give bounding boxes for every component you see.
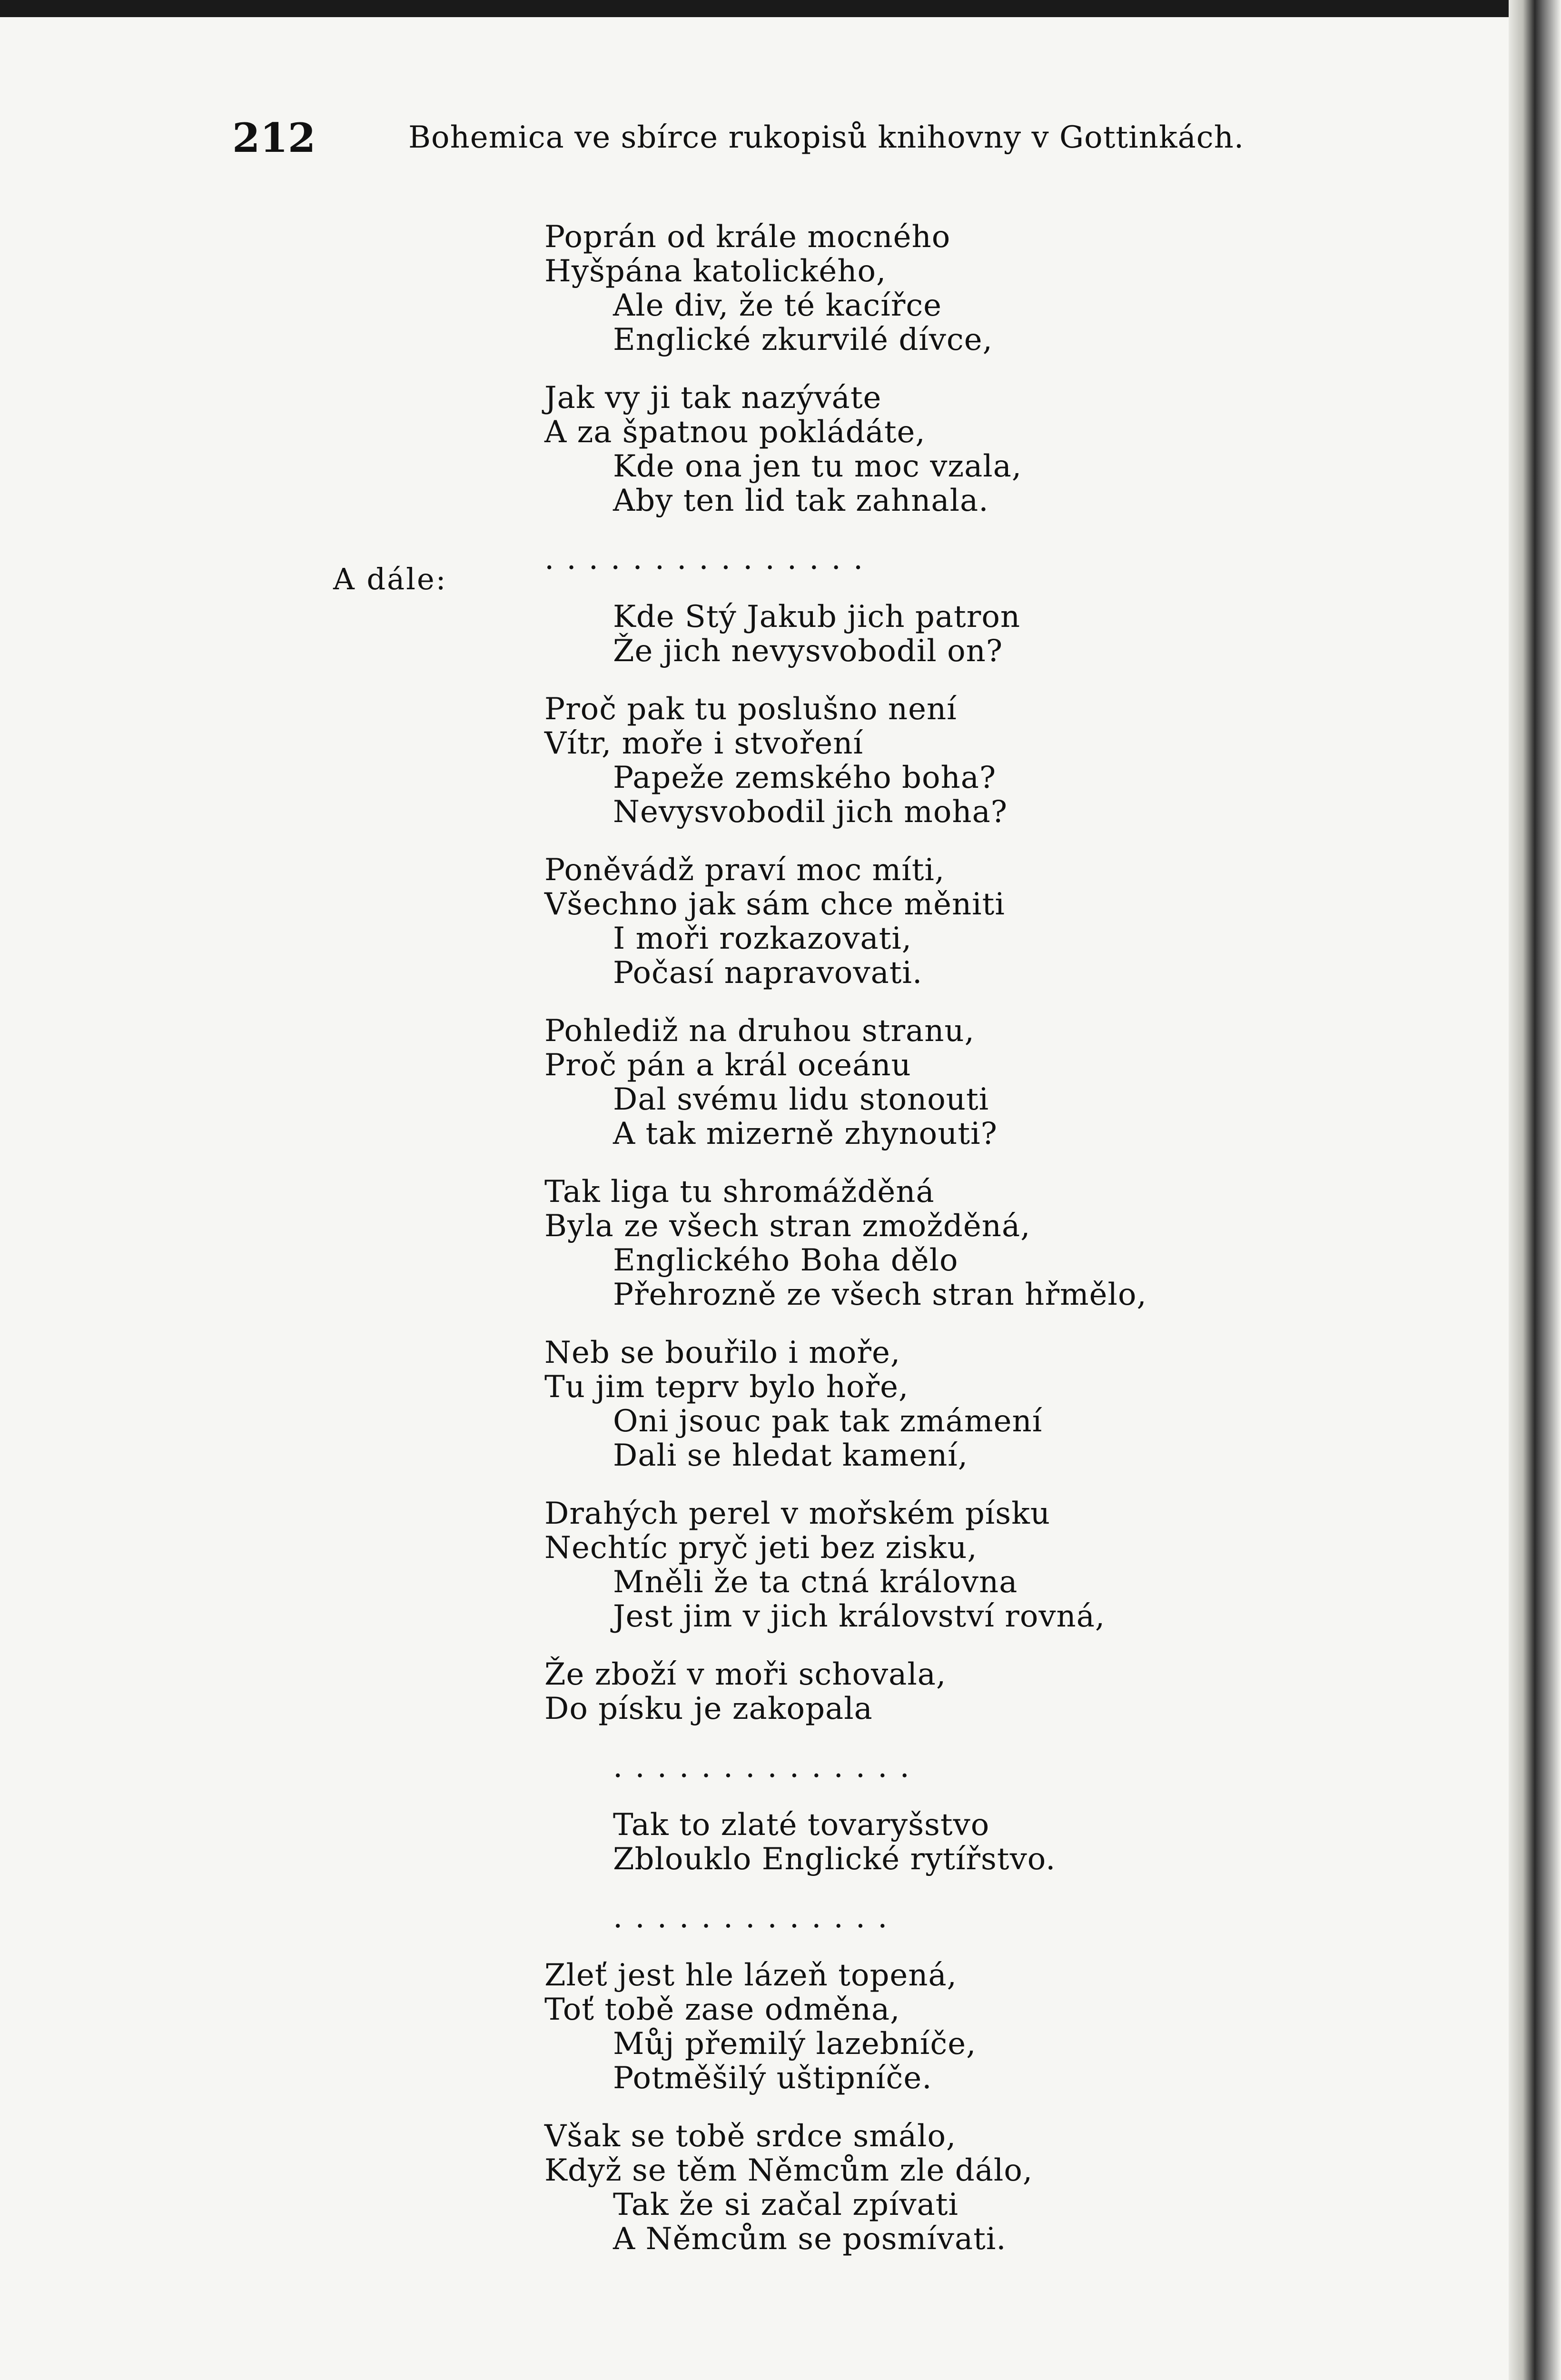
verse-line: Kde Stý Jakub jich patron: [613, 599, 1021, 635]
verse-line: I moři rozkazovati,: [613, 921, 912, 956]
verse-line: Všechno jak sám chce měniti: [544, 887, 1005, 922]
verse-line: Tak to zlaté tovaryšstvo: [613, 1807, 990, 1843]
verse-line: Papeže zemského boha?: [613, 760, 997, 795]
ellipsis-row: ..............: [613, 1749, 922, 1785]
verse-line: Přehrozně ze všech stran hřmělo,: [613, 1277, 1147, 1312]
verse-line: Že jich nevysvobodil on?: [613, 634, 1003, 669]
stanza: [544, 2119, 1187, 2256]
verse-line: Dali se hledat kamení,: [613, 1438, 968, 1473]
verse-line: Hyšpána katolického,: [544, 254, 887, 289]
stanza: [544, 220, 1187, 357]
verse-line: Tak že si začal zpívati: [613, 2187, 958, 2222]
ellipsis-row: ...............: [544, 541, 876, 576]
verse-line: Drahých perel v mořském písku: [544, 1496, 1051, 1531]
side-label: A dále:: [333, 562, 447, 596]
verse-line: Pohlediž na druhou stranu,: [544, 1013, 975, 1049]
stanza: [544, 1336, 1187, 1473]
verse-line: A za špatnou pokládáte,: [544, 415, 926, 450]
verse-line: Dal svému lidu stonouti: [613, 1082, 989, 1117]
verse-line: Poprán od krále mocného: [544, 219, 951, 255]
verse-line: Když se těm Němcům zle dálo,: [544, 2153, 1033, 2188]
verse-line: Nevysvobodil jich moha?: [613, 794, 1008, 830]
verse-line: Že zboží v moři schovala,: [544, 1657, 947, 1692]
verse-line: Tu jim teprv bylo hoře,: [544, 1369, 909, 1405]
verse-line: Aby ten lid tak zahnala.: [613, 483, 989, 518]
running-head: Bohemica ve sbírce rukopisů knihovny v Gottinkách.: [408, 120, 1245, 155]
verse-line: Neb se bouřilo i moře,: [544, 1335, 901, 1370]
stanza: [544, 692, 1187, 829]
verse-line: Můj přemilý lazebníče,: [613, 2026, 977, 2062]
verse-line: Proč pán a král oceánu: [544, 1048, 911, 1083]
verse-line: Proč pak tu poslušno není: [544, 692, 957, 727]
verse-line: Nechtíc pryč jeti bez zisku,: [544, 1530, 978, 1566]
verse-line: Jak vy ji tak nazýváte: [544, 380, 882, 416]
scan-top-edge: [0, 0, 1561, 17]
ellipsis-row: .............: [613, 1900, 900, 1935]
stanza: [544, 381, 1187, 518]
verse-line: Ale div, že té kacířce: [613, 288, 942, 323]
verse-line: Potměšilý uštipníče.: [613, 2061, 932, 2096]
page-number: 212: [232, 114, 316, 161]
verse-line: A tak mizerně zhynouti?: [613, 1116, 998, 1151]
stanza: [544, 1958, 1187, 2095]
verse-line: Englického Boha dělo: [613, 1243, 958, 1278]
verse-line: Však se tobě srdce smálo,: [544, 2119, 957, 2154]
verse-line: Zleť jest hle lázeň topená,: [544, 1958, 957, 1993]
verse-line: Oni jsouc pak tak zmámení: [613, 1404, 1043, 1439]
verse-line: Do písku je zakopala: [544, 1691, 873, 1726]
verse-line: Mněli že ta ctná královna: [613, 1565, 1018, 1600]
stanza: [544, 1808, 1187, 1876]
verse-line: Zblouklo Englické rytířstvo.: [613, 1842, 1056, 1877]
verse-line: Kde ona jen tu moc vzala,: [613, 449, 1022, 484]
verse-line: Jest jim v jich království rovná,: [613, 1599, 1106, 1634]
page-header: [232, 114, 1308, 171]
stanza: [544, 853, 1187, 990]
verse-line: Tak liga tu shromážděná: [544, 1174, 935, 1210]
verse-line: Vítr, moře i stvoření: [544, 726, 863, 761]
verse-line: Byla ze všech stran zmožděná,: [544, 1209, 1031, 1244]
scan-right-edge: [1509, 0, 1561, 2380]
verse-line: Poněvádž praví moc míti,: [544, 853, 945, 888]
stanza: [544, 600, 1187, 668]
verse-line: Počasí napravovati.: [613, 955, 923, 991]
verse-line: Toť tobě zase odměna,: [544, 1992, 900, 2027]
stanza: [544, 1497, 1187, 1634]
verse-line: Englické zkurvilé dívce,: [613, 322, 993, 357]
poem: [544, 220, 1187, 2256]
stanza: [544, 1014, 1187, 1151]
stanza: [544, 1657, 1187, 1726]
verse-line: A Němcům se posmívati.: [613, 2221, 1007, 2257]
stanza: [544, 1175, 1187, 1312]
